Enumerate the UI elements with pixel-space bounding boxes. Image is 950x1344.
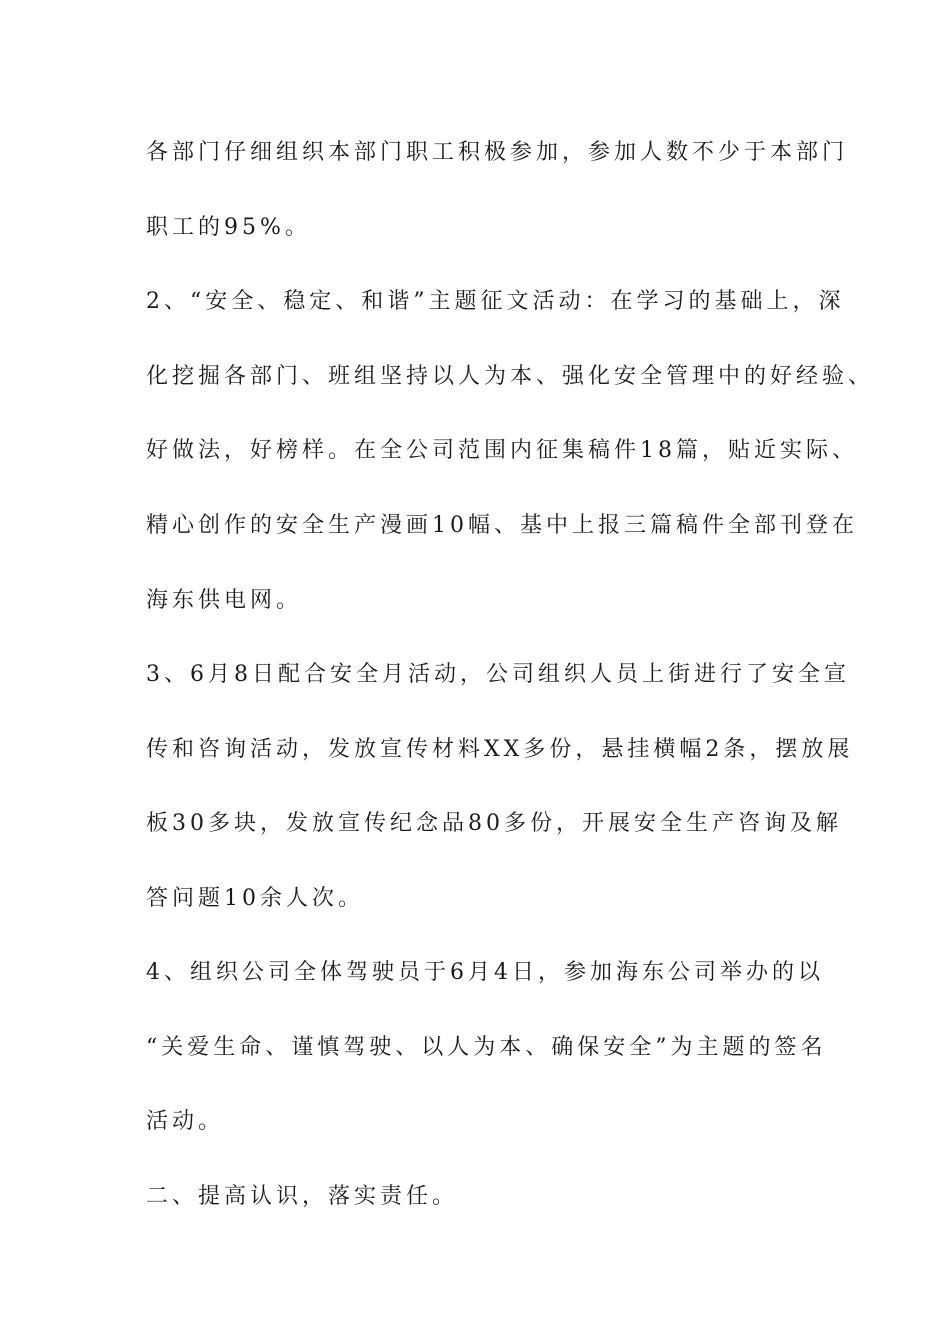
text-line: 4、组织公司全体驾驶员于6月4日，参加海东公司举办的以 bbox=[146, 960, 824, 985]
text-line: “关爱生命、谨慎驾驶、以人为本、确保安全”为主题的签名 bbox=[146, 1035, 827, 1060]
text-line: 2、“安全、稳定、和谐”主题征文活动：在学习的基础上，深 bbox=[146, 289, 845, 314]
section-heading: 二、提高认识，落实责任。 bbox=[146, 1184, 459, 1209]
text-line: 3、6月8日配合安全月活动，公司组织人员上街进行了安全宣 bbox=[146, 662, 850, 687]
text-line: 板30多块，发放宣传纪念品80多份，开展安全生产咨询及解 bbox=[146, 811, 842, 836]
text-line: 活动。 bbox=[146, 1109, 225, 1134]
text-line: 各部门仔细组织本部门职工积极参加，参加人数不少于本部门 bbox=[146, 140, 849, 165]
text-line: 化挖掘各部门、班组坚持以人为本、强化安全管理中的好经验、 bbox=[146, 364, 875, 389]
text-line: 海东供电网。 bbox=[146, 588, 303, 613]
text-line: 好做法，好榜样。在全公司范围内征集稿件18篇，贴近实际、 bbox=[146, 438, 858, 463]
text-line: 答问题10余人次。 bbox=[146, 886, 364, 911]
text-line: 精心创作的安全生产漫画10幅、基中上报三篇稿件全部刊登在 bbox=[146, 513, 858, 538]
text-line: 传和咨询活动，发放宣传材料XX多份，悬挂横幅2条，摆放展 bbox=[146, 737, 854, 762]
text-line: 职工的95%。 bbox=[146, 215, 311, 240]
